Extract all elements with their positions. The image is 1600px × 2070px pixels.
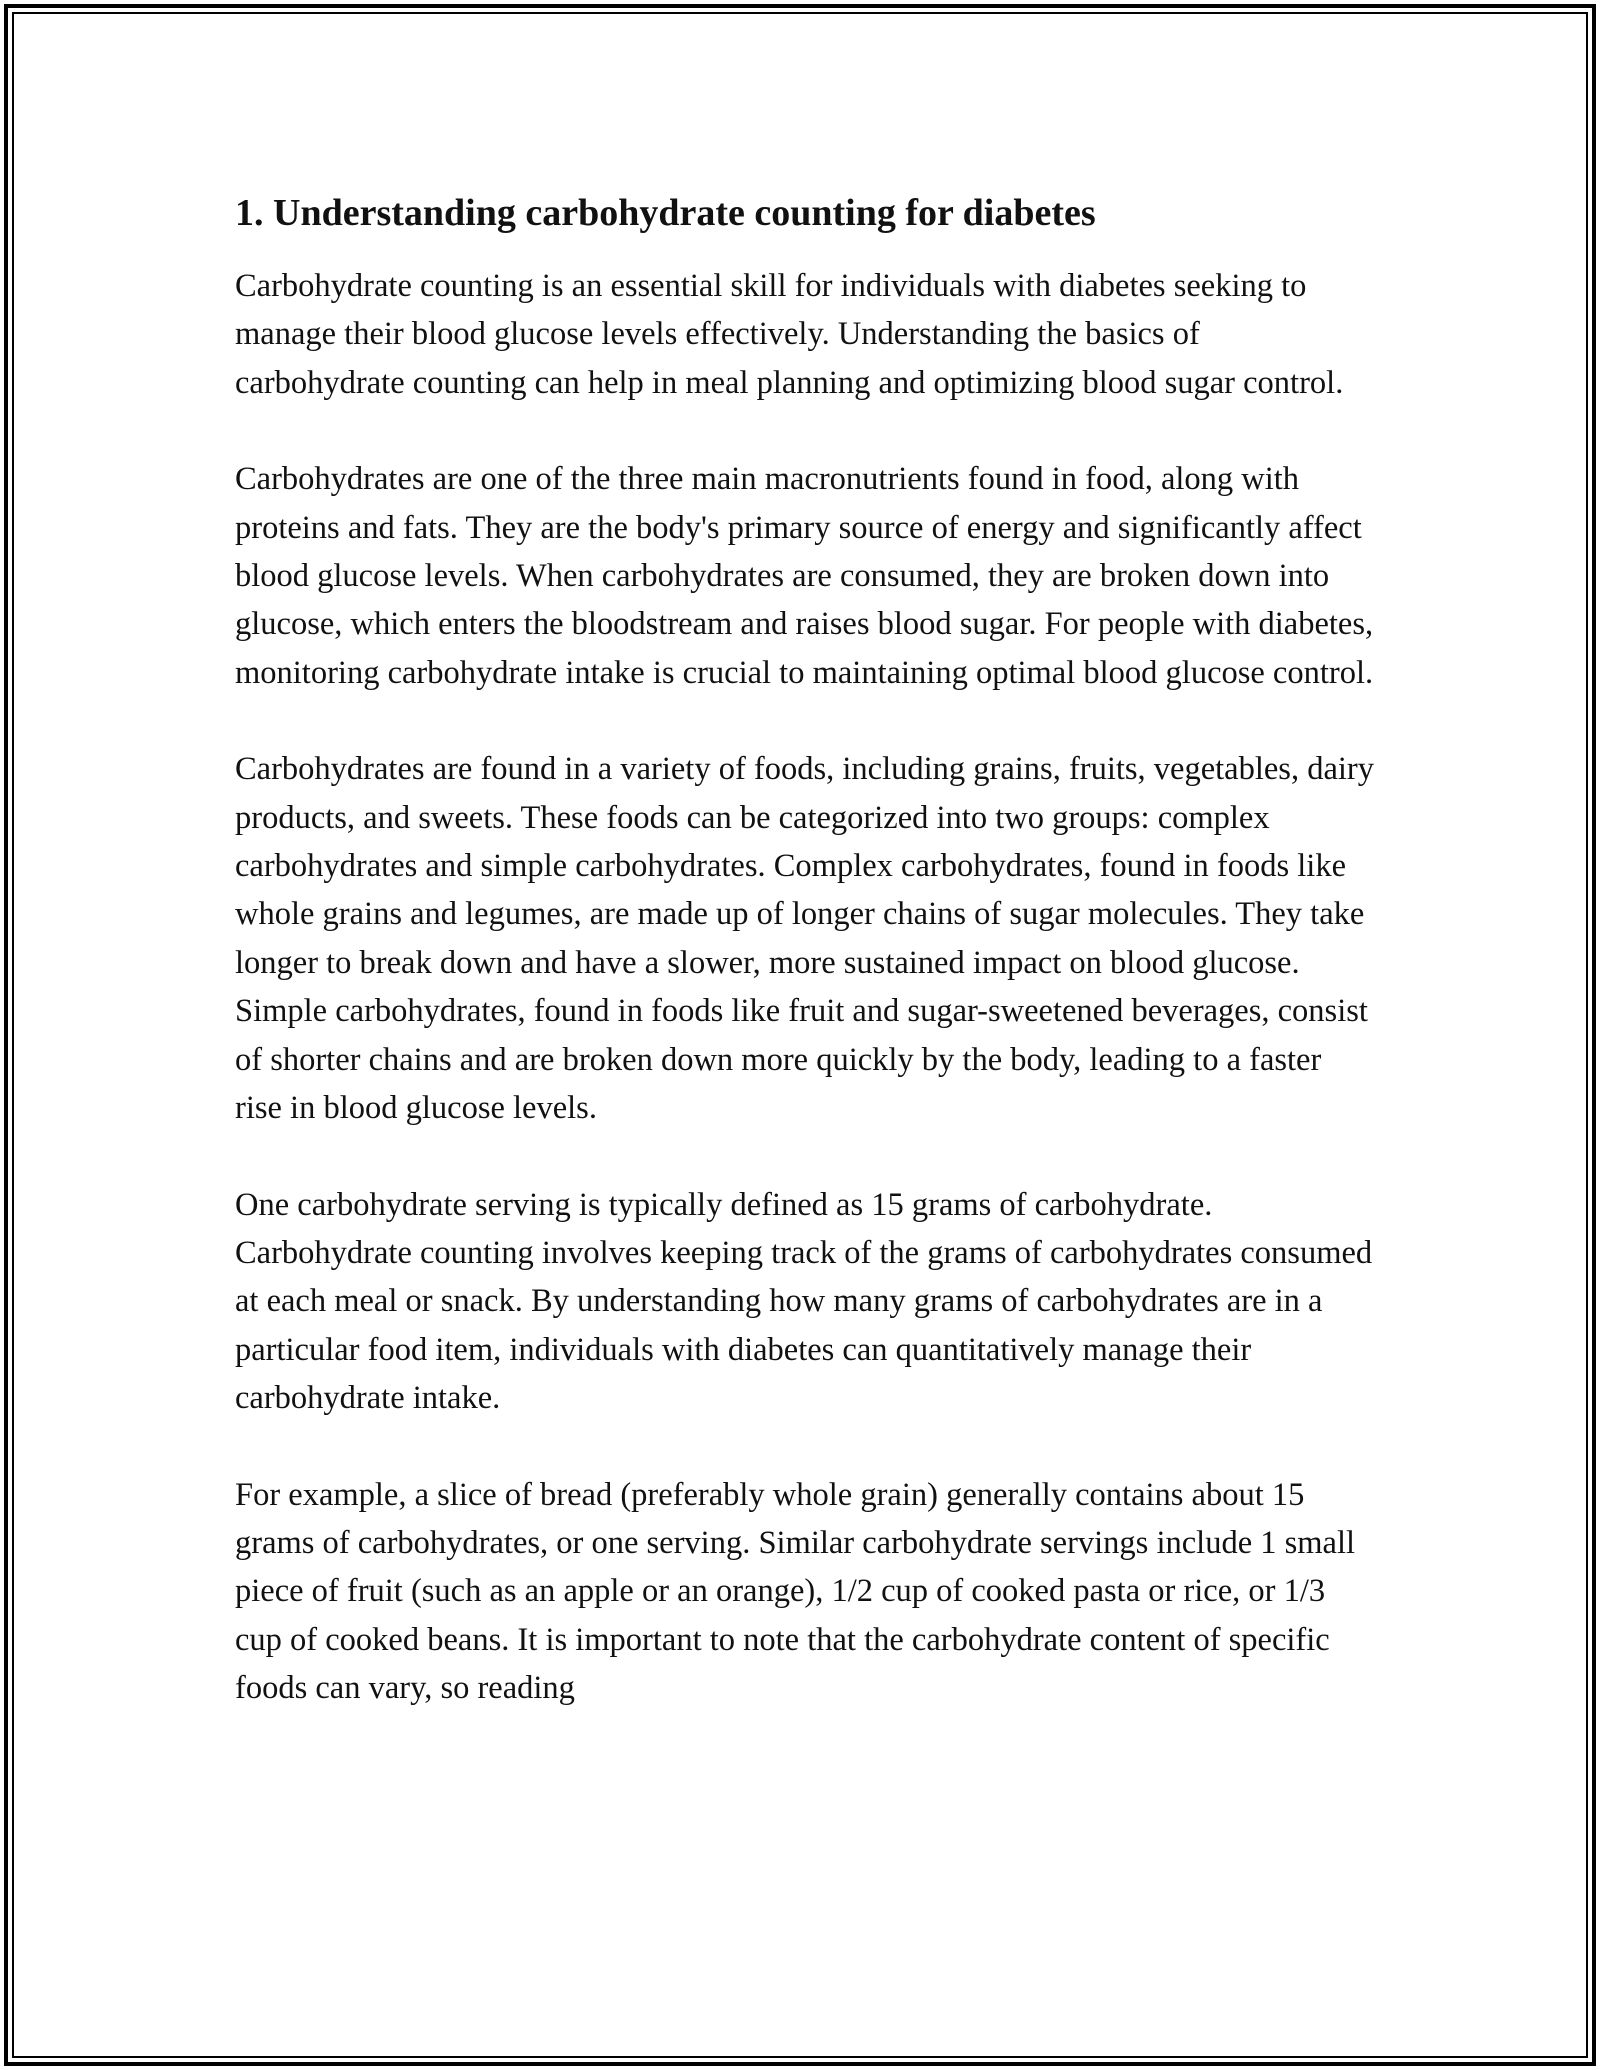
- paragraph-5: For example, a slice of bread (preferably whole grain) generally contains about 15 grams of carbohydrates, or one serving. Similar carbohydrate servings include 1 small piece of fruit (such as an apple or an orange), 1/2 cup of cooked pasta or rice, or 1/3 cup of cooked beans. It is important to note that the carbohydrate content of specific foods can vary, so reading: [235, 1476, 1356, 1707]
- paragraph-1: Carbohydrate counting is an essential skill for individuals with diabetes seeking to manage their blood glucose levels effectively. Understanding the basics of carbohydrate counting can help in meal planning and optimizing blood sugar control.: [235, 268, 1344, 401]
- section-heading: 1. Understanding carbohydrate counting for diabetes: [235, 192, 1096, 234]
- paragraph-4: One carbohydrate serving is typically defined as 15 grams of carbohydrate. Carbohydrate counting involves keeping track of the grams of carbohydrates consumed at each meal or snack. By understanding how many grams of carbohydrates are in a particular food item, individuals with diabetes can quantitatively manage their carbohydrate intake.: [235, 1186, 1373, 1417]
- document-body: [235, 184, 1375, 1761]
- paragraph-3: Carbohydrates are found in a variety of foods, including grains, fruits, vegetables, dairy products, and sweets. These foods can be categorized into two groups: complex carbohydrates and simple carbohydrates. Complex carbohydrates, found in foods like whole grains and legumes, are made up of longer chains of sugar molecules. They take longer to break down and have a slower, more sustained impact on blood glucose. Simple carbohydrates, found in foods like fruit and sugar-sweetened beverages, consist of shorter chains and are broken down more quickly by the body, leading to a faster rise in blood glucose levels.: [235, 751, 1374, 1127]
- paragraph-2: Carbohydrates are one of the three main macronutrients found in food, along with proteins and fats. They are the body's primary source of energy and significantly affect blood glucose levels. When carbohydrates are consumed, they are broken down into glucose, which enters the bloodstream and raises blood sugar. For people with diabetes, monitoring carbohydrate intake is crucial to maintaining optimal blood glucose control.: [235, 461, 1374, 691]
